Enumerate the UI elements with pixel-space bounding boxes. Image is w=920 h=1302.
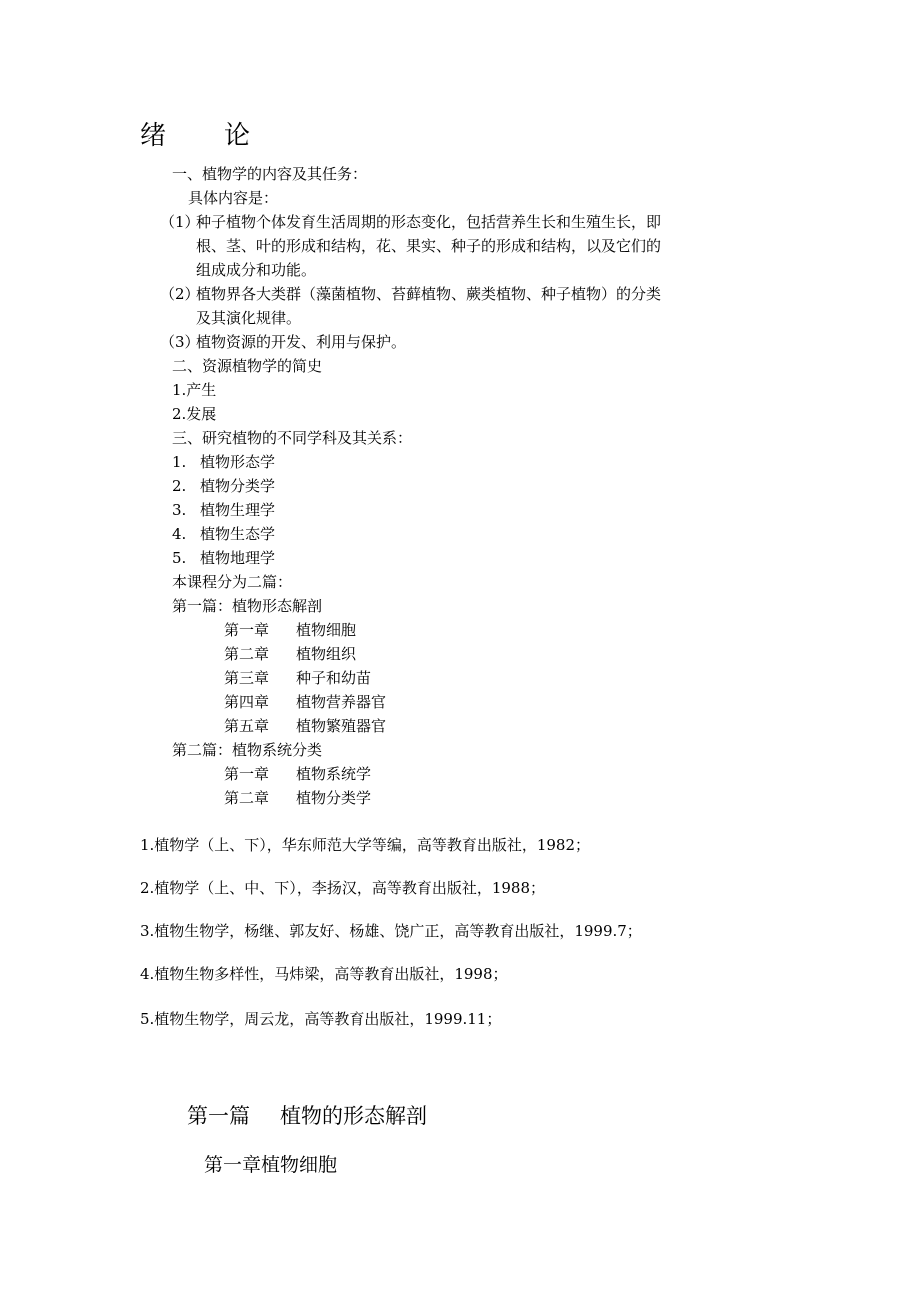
chapter-num: 第三章 [224, 669, 270, 687]
course-intro: 本课程分为二篇： [172, 573, 293, 591]
item1-line2: 根、茎、叶的形成和结构，花、果实、种子的形成和结构，以及它们的 [196, 237, 662, 255]
section3-heading: 三、研究植物的不同学科及其关系： [172, 429, 413, 447]
section1-intro: 具体内容是： [188, 189, 279, 207]
part1-title: 第一篇：植物形态解剖 [172, 597, 323, 615]
chapter-name: 植物细胞 [296, 621, 357, 639]
reference-item: 5.植物生物学，周云龙，高等教育出版社，1999.11； [140, 1010, 502, 1028]
reference-item: 3.植物生物学，杨继、郭友好、杨雄、饶广正，高等教育出版社，1999.7； [140, 922, 642, 940]
item3-num: （3） [160, 333, 200, 351]
section3-num: 5. [172, 549, 187, 567]
item3-line1: 植物资源的开发、利用与保护。 [196, 333, 407, 351]
chapter-num: 第四章 [224, 693, 270, 711]
chapter-num: 第二章 [224, 645, 270, 663]
chapter-name: 植物组织 [296, 645, 357, 663]
item1-line3: 组成成分和功能。 [196, 261, 317, 279]
chapter-name: 植物分类学 [296, 789, 372, 807]
chapter-num: 第一章 [224, 765, 270, 783]
section2-item: 2.发展 [172, 405, 217, 423]
reference-item: 1.植物学（上、下），华东师范大学等编，高等教育出版社，1982； [140, 836, 590, 854]
item2-line1: 植物界各大类群（藻菌植物、苔藓植物、蕨类植物、种子植物）的分类 [196, 285, 662, 303]
section3-label: 植物地理学 [200, 549, 276, 567]
reference-item: 2.植物学（上、中、下），李扬汉，高等教育出版社，1988； [140, 879, 545, 897]
chapter-heading: 第一章植物细胞 [204, 1154, 338, 1176]
title-char-2: 论 [224, 121, 251, 151]
section3-label: 植物生理学 [200, 501, 276, 519]
section2-heading: 二、资源植物学的简史 [172, 357, 323, 375]
title-char-1: 绪 [140, 121, 167, 151]
item2-num: （2） [160, 285, 200, 303]
part-heading-label: 第一篇 [187, 1104, 250, 1128]
section3-num: 1. [172, 453, 187, 471]
chapter-name: 植物繁殖器官 [296, 717, 387, 735]
section3-num: 2. [172, 477, 187, 495]
chapter-num: 第二章 [224, 789, 270, 807]
part2-title: 第二篇：植物系统分类 [172, 741, 323, 759]
reference-item: 4.植物生物多样性，马炜梁，高等教育出版社，1998； [140, 965, 508, 983]
section3-label: 植物形态学 [200, 453, 276, 471]
part-heading-title: 植物的形态解剖 [280, 1104, 427, 1128]
chapter-num: 第一章 [224, 621, 270, 639]
chapter-name: 植物营养器官 [296, 693, 387, 711]
item1-line1: 种子植物个体发育生活周期的形态变化，包括营养生长和生殖生长，即 [196, 213, 662, 231]
chapter-name: 种子和幼苗 [296, 669, 372, 687]
section2-item: 1.产生 [172, 381, 217, 399]
section3-label: 植物生态学 [200, 525, 276, 543]
item1-num: （1） [160, 213, 200, 231]
chapter-name: 植物系统学 [296, 765, 372, 783]
section3-num: 3. [172, 501, 187, 519]
section3-num: 4. [172, 525, 187, 543]
chapter-num: 第五章 [224, 717, 270, 735]
section1-heading: 一、植物学的内容及其任务： [172, 165, 368, 183]
section3-label: 植物分类学 [200, 477, 276, 495]
item2-line2: 及其演化规律。 [196, 309, 302, 327]
